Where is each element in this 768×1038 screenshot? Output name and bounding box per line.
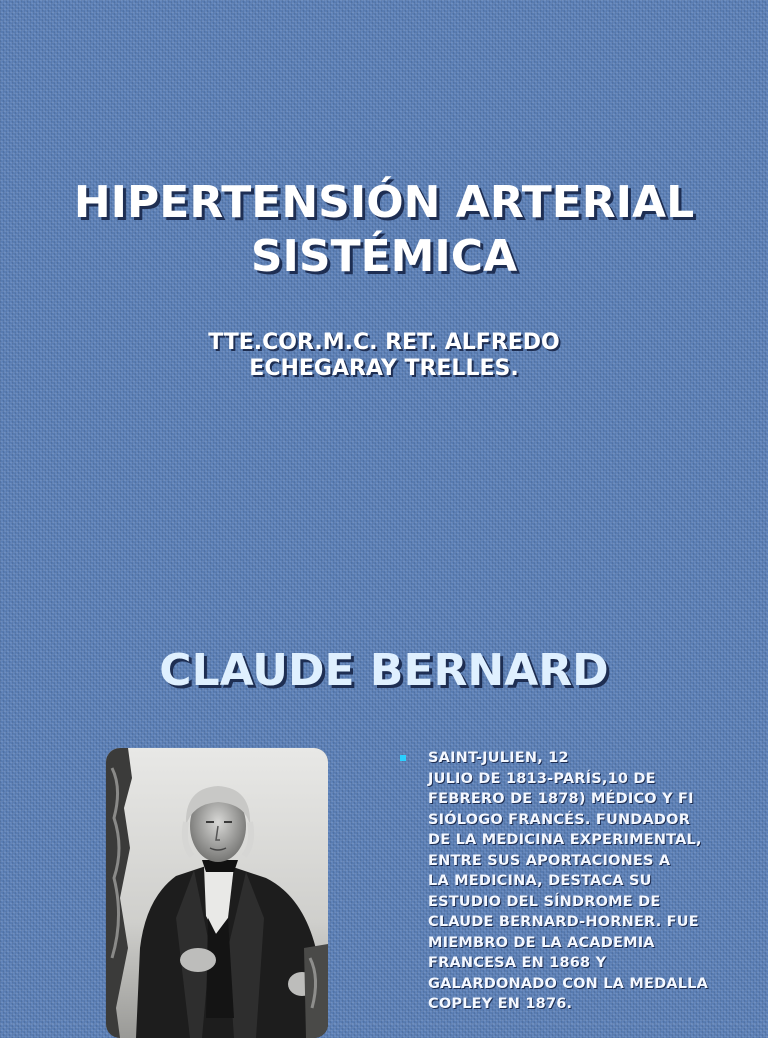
author-line-2: ECHEGARAY TRELLES. bbox=[249, 356, 519, 381]
title-line-2: SISTÉMICA bbox=[250, 231, 518, 282]
portrait-photo bbox=[106, 748, 328, 1038]
author-line-1: TTE.COR.M.C. RET. ALFREDO bbox=[208, 330, 560, 355]
title-line-1: HIPERTENSIÓN ARTERIAL bbox=[73, 177, 695, 228]
presentation-title bbox=[0, 176, 768, 284]
presentation-author bbox=[0, 330, 768, 382]
biography-list bbox=[400, 748, 740, 1015]
list-item bbox=[400, 748, 740, 1015]
bullet-icon bbox=[400, 755, 406, 761]
slide-claude-bernard bbox=[0, 560, 768, 1024]
biography-text: SAINT-JULIEN, 12 JULIO DE 1813-PARÍS,10 DE FEBRERO DE 1878) MÉDICO Y FI SIÓLOGO FRANCÉS. FUNDADOR DE LA MEDICINA EXPERIMENTAL, ENTRE SUS APORTACIONES A LA MEDICINA, DESTACA SU ESTUDIO DEL SÍNDROME DE CLAUDE BERNARD-HORNER. FUE MIEMBRO DE LA ACADEMIA FRANCESA EN 1868 Y GALARDONADO CON LA MEDALLA COPLEY EN 1876. bbox=[428, 750, 709, 1012]
slide-heading: CLAUDE BERNARD bbox=[159, 645, 609, 696]
